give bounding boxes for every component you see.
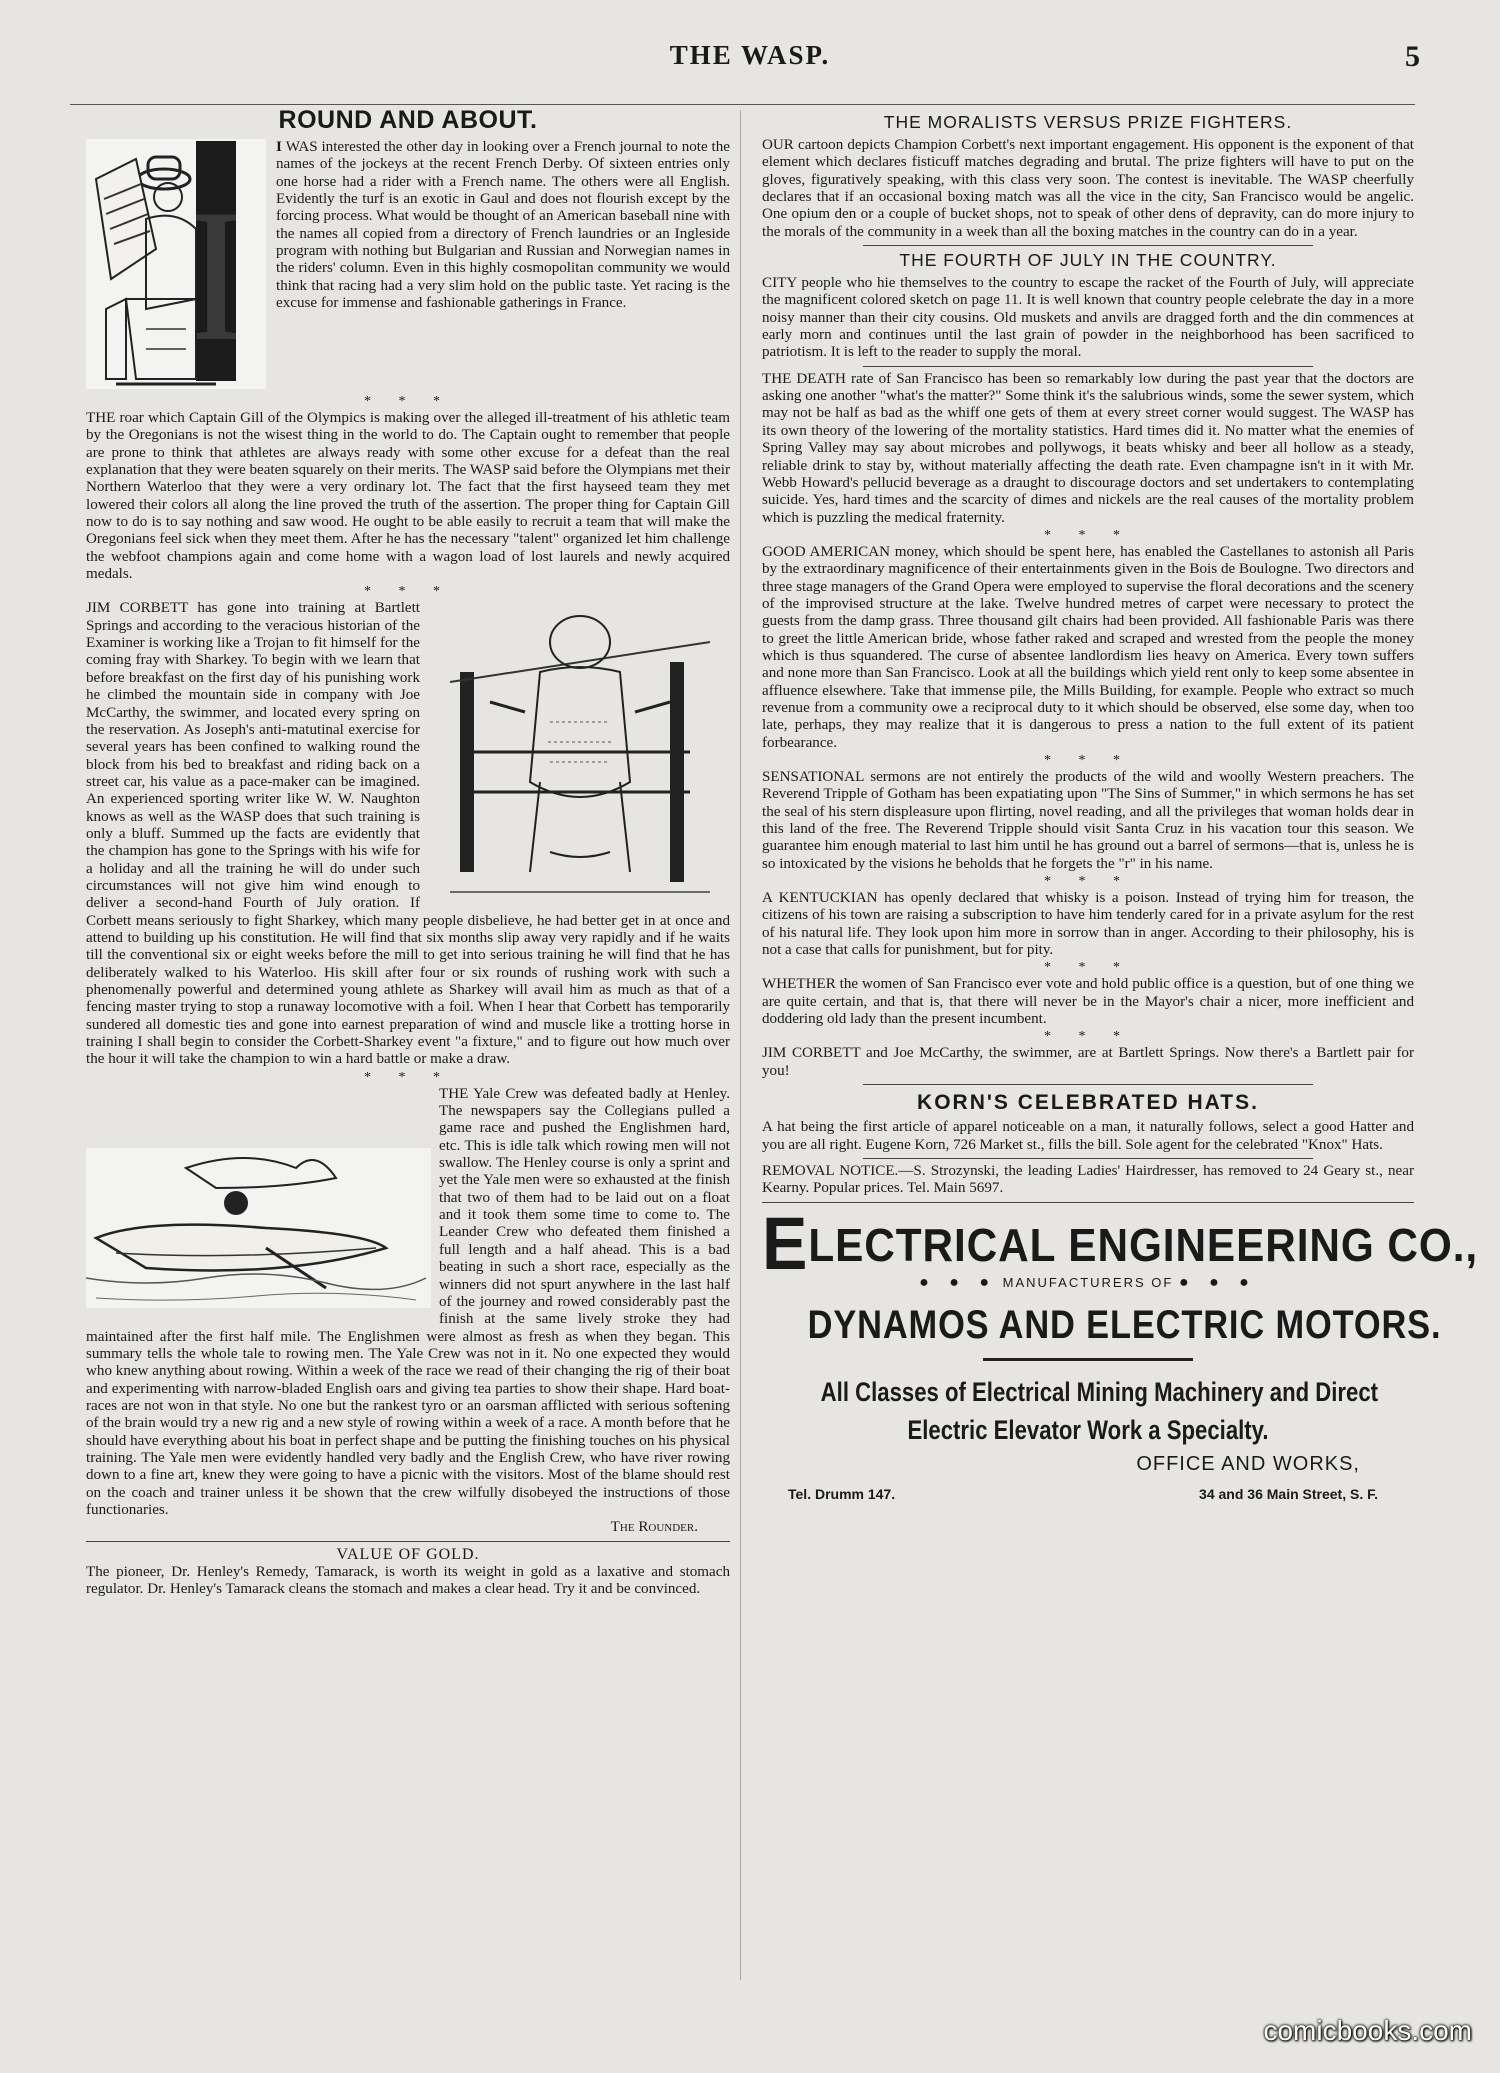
left-column bbox=[86, 106, 730, 1598]
watermark: comicbooks.com bbox=[1263, 2015, 1472, 2046]
separator-stars: * * * bbox=[1044, 527, 1132, 543]
separator-stars: * * * bbox=[364, 1069, 452, 1085]
paragraph-sensational-sermons: SENSATIONAL sermons are not entirely the products of the wild and woolly Western preachers. The Reverend Tripple of Gotham has been expatiating upon "The Sins of Summer," in which sermons he has set the seal of his stern displeasure upon flirting, novel reading, and all the privileges that woman holds dear in this land of the free. The Reverend Tripple should visit Santa Cruz in his vacation tour this season. We guarantee him enough material to last him until he has ground out a barrel of sermons—that is, unless he is so intoxicated by the visions he beholds that he forgets the "r" in his name. bbox=[762, 769, 1414, 872]
ad-telephone: Tel. Drumm 147. bbox=[788, 1485, 896, 1502]
paragraph-death-rate: THE DEATH rate of San Francisco has been so remarkably low during the past year that the doctors are asking one another "what's the matter?" Some think it's the salubrious winds, some the sewer system, which may not be half as bad as the whiff one gets of them at every street corner would suggest. The WASP has its own theory of the lowering of the mortality statistics. Hard times did it. No matter what the enemies of Spring Valley may say about microbes and pollywogs, it beats whisky and beer all hollow as a steady, reliable drink to stay by, without materially affecting the death rate. Even champagne isn't in it with Mr. Webb Howard's pellucid beverage as a draught to discourage doctors and set undertakers to contemplating suicide. Yes, hard times and the scarcity of dimes and nickels are the real causes of the mortality problem which is puzzling the medical fraternity. bbox=[762, 370, 1414, 526]
section-title-value-of-gold: VALUE OF GOLD. bbox=[336, 1545, 480, 1563]
divider bbox=[86, 1541, 730, 1542]
ad-ornament-rule bbox=[983, 1358, 1193, 1361]
paragraph-corbett-training: JIM CORBETT has gone into training at Bartlett Springs and according to the veracious historian of the Examiner is working like a Trojan to fit himself for the coming fray with Sharkey. To begin with we learn that before breakfast on the first day of his punishing work he climbed the mountain side in company with Joe McCarthy, the swimmer, and located every spring on the reservation. As Joseph's anti-matutinal exercise for several years has been confined to walking round the block from his bed to breakfast and riding back on a street car, his value as a pace-maker can be imagined. An experienced sporting writer like W. W. Naughton knows as well as the WASP does that such training is only a bluff. Summed up the facts are evidently that the champion has gone to the Springs with his wife for a holiday and all the training he will do under such circumstances will not give him wind enough to deliver a second-hand Fourth of July oration. If Corbett means seriously to fight Sharkey, which many people disbelieve, he had better get in at once and attend to building up his constitution. He will find that six months slip away very rapidly and if he waits till the conventional six or eight weeks before the mill to get into serious training he will find that he has deliberately walked to his Waterloo. His skill after four or six rounds of rushing work with such a phenomenally powerful and determined young athlete as Sharkey will avail him as much as that of a fencing master trying to stop a runaway locomotive with a foil. When I hear that Corbett has temporarily sundered all domestic ties and gone into earnest preparation of wind and muscle like a trotting horse in training I shall begin to consider the Corbett-Sharkey event "a fixture," and to figure out how much over the hour it will take the champion to win a hard battle or make a draw. bbox=[86, 600, 730, 1068]
illustration-corbett-training bbox=[430, 602, 730, 902]
masthead: THE WASP. bbox=[669, 40, 831, 70]
separator-stars: * * * bbox=[364, 584, 452, 600]
drop-cap: I bbox=[276, 139, 286, 155]
illustration-reader-newspaper bbox=[86, 139, 266, 389]
right-column bbox=[762, 108, 1479, 1502]
separator-stars: * * * bbox=[1044, 1029, 1132, 1045]
signature-the-rounder: The Rounder. bbox=[610, 1519, 698, 1536]
electrical-engineering-ad bbox=[762, 1201, 1479, 1502]
separator-stars: * * * bbox=[1044, 874, 1132, 890]
separator-stars: * * * bbox=[364, 394, 452, 409]
page-number: 5 bbox=[1405, 40, 1420, 73]
svg-text:I: I bbox=[184, 171, 248, 381]
illustration-yale-boat bbox=[86, 1148, 431, 1308]
paragraph-fourth-of-july: CITY people who hie themselves to the country to escape the racket of the Fourth of July, will appreciate the magnificent colored sketch on page 11. It is well known that country people celebrate the day in a more noisy manner than their city cousins. Old muskets and anvils are dragged forth and the din commences at early morn and continues until the last grain of powder in the neighborhood has been sacrificed to patriotism. It is left to the reader to supply the moral. bbox=[762, 275, 1414, 361]
ad-footer bbox=[788, 1486, 1378, 1502]
section-title-round-and-about: ROUND AND ABOUT. bbox=[278, 106, 538, 134]
divider bbox=[863, 1158, 1313, 1159]
divider bbox=[863, 1084, 1313, 1085]
paragraph-women-vote: WHETHER the women of San Francisco ever vote and hold public office is a question, but of one thing we are quite certain, and that is, that there will never be in the Mayor's chair a nicer, more inefficient and doddering old lady than the present incumbent. bbox=[762, 976, 1414, 1028]
divider bbox=[762, 1202, 1414, 1203]
ad-company-name: ELECTRICAL ENGINEERING CO., bbox=[762, 1201, 1479, 1285]
corbett-illustration-svg bbox=[430, 602, 730, 902]
separator-stars: * * * bbox=[1044, 753, 1132, 768]
paragraph-yale-crew: THE Yale Crew was defeated badly at Henley. The newspapers say the Collegians pulled a game race and pushed the Englishmen hard, etc. This is idle talk which rowing men will not swallow. The Henley course is only a sprint and yet the Yale men were so exhausted at the finish that two of them had to be laid out on a float and it took them some time to come to. The Leander Crew who defeated them finished a full length and a half ahead. This is a bad beating in such a short race, especially as the winners did not spurt anywhere in the last half of the journey and rowed considerably past the finish at the same lively stroke they had maintained after the first half mile. The Englishmen were almost as fresh as when they began. This summary tells the whole tale to rowing men. The Yale Crew was not in it. No one expected they would who knew anything about rowing. Within a week of the race we read of their changing the rig of their boat and experimenting with narrow-bladed English oars and giving tea parties to show their shape. Hard boat-races are not won in that style. No one but the rankest tyro or an oarsman afflicted with serious softening of the brain would try a new rig and a new style of rowing within a week of a race. A month before that he should have everything about his boat in perfect shape and be putting the finishing touches on his physical training. The Yale men were evidently handled very badly and the English Crew, who have river rowing down to a fine art, knew they were going to have a picnic with the visitors. Most of the blame should rest on the coach and trainer unless it be shown that the crew wilfully disobeyed the instructions of those functionaries. bbox=[86, 1085, 730, 1518]
ad-manufacturers-line: ● ● ● MANUFACTURERS OF ● ● ● bbox=[919, 1273, 1257, 1291]
section-title-fourth-of-july: THE FOURTH OF JULY IN THE COUNTRY. bbox=[899, 250, 1277, 271]
paragraph-american-money: GOOD AMERICAN money, which should be spent here, has enabled the Castellanes to astonish all Paris by the extraordinary magnificence of their entertainments given in the Bois de Boulogne. Two directors and three stage managers of the Grand Opera were employed to supervise the floral decorations and the scenery of the improvised structure at the lake. Twelve hundred metres of carpet were necessary to protect the guests from the damp grass. Three thousand gilt chairs had been provided. All fashionable Paris was there to greet the little American bride, whose father raked and scraped and wrested from the people the money which is thus squandered. The curse of absentee landlordism lies heavy on America. Every town suffers and none more than San Francisco. Look at all the buildings which yield rent only to keep some absentee in affluence elsewhere. Take that immense pile, the Mills Building, for example. People who extract so much revenue from a community owe a reciprocal duty to it which should be observed, else some day, when too late, perhaps, they may realize that it is dangerous to press a nation to the full extent of its patient forbearance. bbox=[762, 543, 1414, 751]
paragraph-captain-gill: THE roar which Captain Gill of the Olympics is making over the alleged ill-treatment of his athletic team by the Oregonians is not the wisest thing in the world to do. The Captain ought to remember that people are prone to think that athletes are always ready with some other excuse for a defeat than the real explanation that they were beaten squarely on their merits. The WASP said before the Olympians met their Northern Waterloo that they were a very ordinary lot. The fact that the first hayseed team they met lowered their colors all along the line proved the truth of the assertion. The proper thing for Captain Gill now to do is to say nothing and saw wood. He ought to be able easily to recruit a team that will make the Oregonians feel sick when they meet them. After he has the necessary "talent" organized let him challenge the webfoot champions again and come home with a wagon load of lost laurels and newly acquired medals. bbox=[86, 410, 730, 583]
paragraph-value-of-gold: The pioneer, Dr. Henley's Remedy, Tamarack, is worth its weight in gold as a laxative and stomach regulator. Dr. Henley's Tamarack cleans the stomach and makes a clear head. Try it and be convinced. bbox=[86, 1563, 730, 1597]
paragraph-jockeys: I WAS interested the other day in looking over a French journal to note the names of the jockeys at the recent French Derby. Of sixteen entries only one horse had a rider with a French name. The others were all English. Evidently the turf is an exotic in Gaul and does not flourish except by the forcing process. What would be thought of an American baseball nine with the names all copied from a directory of French laundries or an Ingleside program with nothing but Bulgarian and Russian and Norwegian names in the riders' column. Even in this highly cosmopolitan community we would think that racing had a very slim hold on the public taste. Yet racing is the excuse for immense and fashionable gatherings in France. bbox=[276, 139, 730, 312]
top-rule bbox=[70, 104, 1415, 105]
divider bbox=[863, 245, 1313, 246]
korn-hats-ad-text: A hat being the first article of apparel noticeable on a man, it naturally follows, select a good Hatter and you are all right. Eugene Korn, 726 Market st., fills the bill. Sole agent for the celebrated "Knox" Hats. bbox=[762, 1119, 1414, 1153]
paragraph-bartlett-pair: JIM CORBETT and Joe McCarthy, the swimmer, are at Bartlett Springs. Now there's a Bartlett pair for you! bbox=[762, 1045, 1414, 1079]
divider bbox=[863, 366, 1313, 367]
column-rule bbox=[740, 110, 741, 1980]
korn-hats-ad-title: KORN'S CELEBRATED HATS. bbox=[917, 1091, 1259, 1115]
separator-stars: * * * bbox=[1044, 960, 1132, 976]
ad-address: 34 and 36 Main Street, S. F. bbox=[1199, 1485, 1378, 1502]
yale-boat-illustration-svg bbox=[86, 1148, 431, 1308]
ad-office-and-works: OFFICE AND WORKS, bbox=[1136, 1452, 1360, 1475]
paragraph-kentuckian: A KENTUCKIAN has openly declared that whisky is a poison. Instead of trying him for treason, the citizens of his town are raising a subscription to have him tenderly cared for in a private asylum for the rest of his natural life. They look upon him more in sorrow than in anger. According to their philosophy, his is not a case that calls for punishment, but for pity. bbox=[762, 890, 1414, 959]
removal-notice: REMOVAL NOTICE.—S. Strozynski, the leading Ladies' Hairdresser, has removed to 24 Geary st., near Kearny. Popular prices. Tel. Main 5697. bbox=[762, 1162, 1414, 1197]
ad-line-2: Electric Elevator Work a Specialty. bbox=[907, 1414, 1269, 1445]
paragraph-moralists: OUR cartoon depicts Champion Corbett's next important engagement. His opponent is the exponent of that element which declares fisticuff matches degrading and brutal. The prize fighters will have to put on the gloves, figuratively speaking, with this class very soon. The contest is inevitable. The WASP cheerfully declares that if an occasional boxing match was all the vice in the city, San Francisco would be angelic. One opium den or a couple of bucket shops, not to speak of other dens of depravity, can do more injury to the morals of the community in a week than all the boxing matches in the country can do in a year. bbox=[762, 137, 1414, 240]
section-title-moralists: THE MORALISTS VERSUS PRIZE FIGHTERS. bbox=[883, 112, 1293, 132]
reader-illustration-svg bbox=[86, 139, 266, 389]
ad-products: DYNAMOS AND ELECTRIC MOTORS. bbox=[807, 1302, 1442, 1347]
ad-line-1: All Classes of Electrical Mining Machinery and Direct bbox=[820, 1376, 1379, 1407]
